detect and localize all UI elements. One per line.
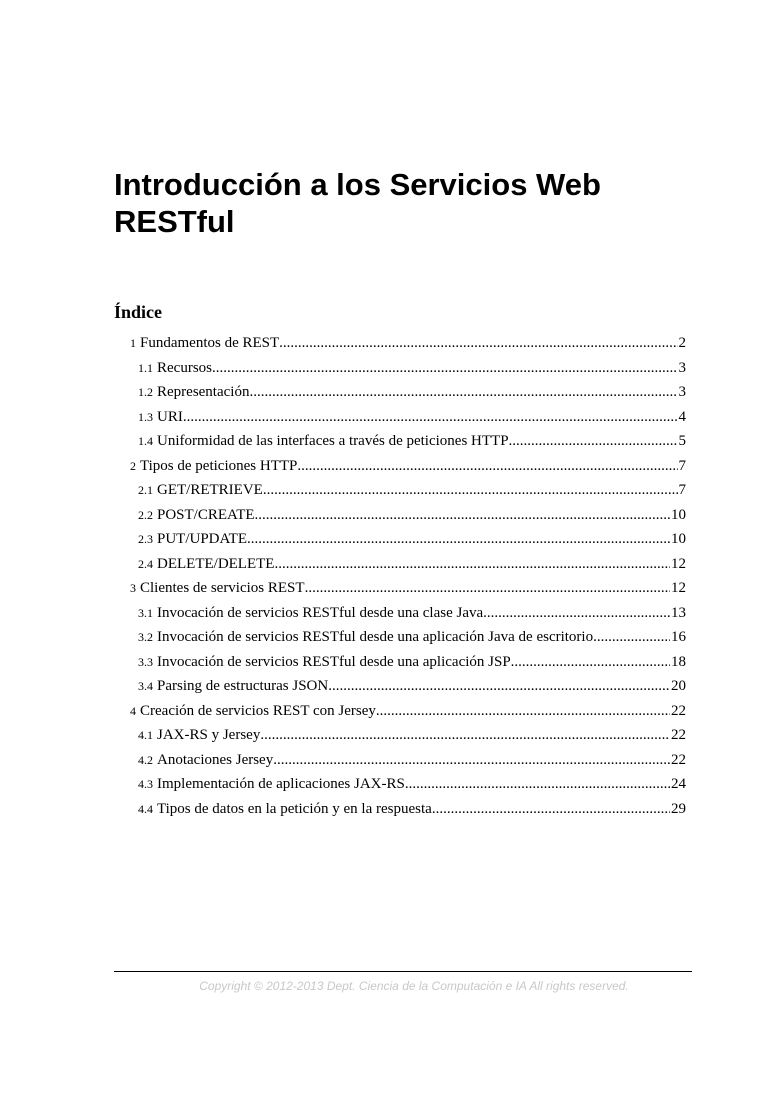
toc-entry[interactable] <box>0 727 686 752</box>
toc-entry-number: 4.4 <box>138 801 153 816</box>
toc-dot-leader <box>405 776 670 793</box>
toc-entry[interactable] <box>0 458 686 483</box>
toc-entry[interactable] <box>0 335 686 360</box>
toc-entry-title[interactable]: Tipos de peticiones HTTP <box>140 457 298 474</box>
toc-heading: Índice <box>114 302 163 322</box>
toc-entry-title[interactable]: Parsing de estructuras JSON <box>157 678 329 694</box>
toc-entry-number: 2.3 <box>138 532 153 546</box>
toc-entry-title[interactable]: Invocación de servicios RESTful desde una clase Java <box>157 604 484 621</box>
toc-entry-title[interactable]: Clientes de servicios REST <box>140 580 305 596</box>
toc-entry[interactable] <box>0 776 686 801</box>
toc-entry-number: 4.3 <box>138 777 153 791</box>
document-title-line-2: RESTful <box>114 204 235 239</box>
toc-entry-page[interactable]: 10 <box>671 506 686 523</box>
toc-entry-number: 2.1 <box>138 483 153 497</box>
toc-entry-title[interactable]: PUT/UPDATE <box>157 531 248 547</box>
toc-entry-page[interactable]: 3 <box>678 359 686 376</box>
toc-entry-title[interactable]: GET/RETRIEVE <box>157 482 263 498</box>
toc-entry[interactable] <box>0 629 686 654</box>
toc-entry[interactable] <box>0 678 686 703</box>
toc-entry-page[interactable]: 18 <box>671 653 686 670</box>
toc-entry-title[interactable]: DELETE/DELETE <box>157 555 275 572</box>
toc-entry-page[interactable]: 20 <box>671 678 686 694</box>
toc-entry-title[interactable]: JAX-RS y Jersey <box>157 727 261 743</box>
toc-entry[interactable] <box>0 409 686 434</box>
toc-entry-title[interactable]: URI <box>157 408 183 425</box>
toc-entry[interactable] <box>0 580 686 605</box>
toc-entry-number: 1.1 <box>138 360 153 375</box>
toc-entry-number: 3.2 <box>138 630 153 644</box>
toc-entry[interactable] <box>0 605 686 630</box>
toc-entry[interactable] <box>0 654 686 679</box>
toc-dot-leader <box>328 678 670 695</box>
toc-entry-number: 3.4 <box>138 679 153 693</box>
toc-entry[interactable] <box>0 801 686 826</box>
toc-dot-leader <box>260 727 670 744</box>
document-title <box>114 166 714 240</box>
toc-dot-leader <box>263 482 678 499</box>
toc-entry-page[interactable]: 3 <box>678 384 686 400</box>
toc-dot-leader <box>279 335 677 352</box>
toc-dot-leader <box>274 556 670 573</box>
toc-entry-page[interactable]: 7 <box>678 482 686 498</box>
toc-dot-leader <box>273 752 670 769</box>
toc-entry-title[interactable]: Invocación de servicios RESTful desde una aplicación Java de escritorio <box>157 629 594 645</box>
toc-dot-leader <box>509 433 678 450</box>
toc-entry-page[interactable]: 7 <box>678 457 686 474</box>
toc-dot-leader <box>376 703 670 720</box>
toc-entry-page[interactable]: 12 <box>671 555 686 572</box>
table-of-contents <box>0 335 781 825</box>
toc-entry-number: 1 <box>130 336 136 350</box>
toc-entry-number: 2.2 <box>138 507 153 522</box>
toc-entry-title[interactable]: Anotaciones Jersey <box>157 751 274 768</box>
toc-entry-number: 4.2 <box>138 752 153 767</box>
toc-entry-number: 4.1 <box>138 728 153 742</box>
toc-entry-number: 4 <box>130 703 136 718</box>
toc-dot-leader <box>297 458 677 475</box>
toc-dot-leader <box>511 654 670 671</box>
toc-entry-page[interactable]: 24 <box>671 776 686 792</box>
toc-entry-title[interactable]: Recursos <box>157 359 212 376</box>
toc-dot-leader <box>305 580 670 597</box>
toc-entry-number: 1.3 <box>138 409 153 424</box>
toc-entry[interactable] <box>0 433 686 458</box>
toc-dot-leader <box>255 507 670 524</box>
toc-entry[interactable] <box>0 703 686 728</box>
toc-entry-number: 3.1 <box>138 605 153 620</box>
toc-entry-page[interactable]: 12 <box>671 580 686 596</box>
toc-entry-number: 2.4 <box>138 556 153 571</box>
toc-entry-title[interactable]: POST/CREATE <box>157 506 255 523</box>
toc-entry-page[interactable]: 5 <box>678 433 686 449</box>
toc-entry-title[interactable]: Fundamentos de REST <box>140 335 280 351</box>
toc-entry-page[interactable]: 29 <box>671 800 686 817</box>
toc-entry[interactable] <box>0 360 686 385</box>
toc-entry-title[interactable]: Representación <box>157 384 250 400</box>
toc-dot-leader <box>183 409 678 426</box>
toc-entry-page[interactable]: 2 <box>678 335 686 351</box>
toc-entry-page[interactable]: 4 <box>678 408 686 425</box>
toc-entry[interactable] <box>0 531 686 556</box>
footer-copyright: Copyright © 2012-2013 Dept. Ciencia de la Computación e IA All rights reserved. <box>199 979 629 993</box>
toc-dot-leader <box>593 629 670 646</box>
toc-entry-page[interactable]: 10 <box>671 531 686 547</box>
toc-dot-leader <box>432 801 670 818</box>
toc-entry[interactable] <box>0 507 686 532</box>
toc-entry[interactable] <box>0 752 686 777</box>
toc-entry-title[interactable]: Implementación de aplicaciones JAX-RS <box>157 776 405 792</box>
footer-divider <box>114 971 692 972</box>
toc-entry-page[interactable]: 22 <box>671 702 686 719</box>
toc-entry-number: 3.3 <box>138 654 153 669</box>
toc-entry-number: 1.4 <box>138 434 153 448</box>
toc-entry-title[interactable]: Tipos de datos en la petición y en la respuesta <box>157 800 432 817</box>
toc-dot-leader <box>247 531 670 548</box>
toc-entry-number: 2 <box>130 458 136 473</box>
toc-entry[interactable] <box>0 482 686 507</box>
toc-entry-page[interactable]: 16 <box>671 629 686 645</box>
toc-entry-page[interactable]: 22 <box>671 751 686 768</box>
toc-entry-title[interactable]: Uniformidad de las interfaces a través de peticiones HTTP <box>157 433 509 449</box>
toc-entry-number: 3 <box>130 581 136 595</box>
toc-entry-page[interactable]: 13 <box>671 604 686 621</box>
toc-entry-title[interactable]: Creación de servicios REST con Jersey <box>140 702 376 719</box>
toc-entry[interactable] <box>0 384 686 409</box>
toc-entry-title[interactable]: Invocación de servicios RESTful desde una aplicación JSP <box>157 653 511 670</box>
toc-dot-leader <box>483 605 670 622</box>
toc-entry-page[interactable]: 22 <box>671 727 686 743</box>
toc-entry-number: 1.2 <box>138 385 153 399</box>
document-title-line-1: Introducción a los Servicios Web <box>114 167 601 202</box>
toc-dot-leader <box>249 384 677 401</box>
toc-entry[interactable] <box>0 556 686 581</box>
toc-dot-leader <box>212 360 678 377</box>
